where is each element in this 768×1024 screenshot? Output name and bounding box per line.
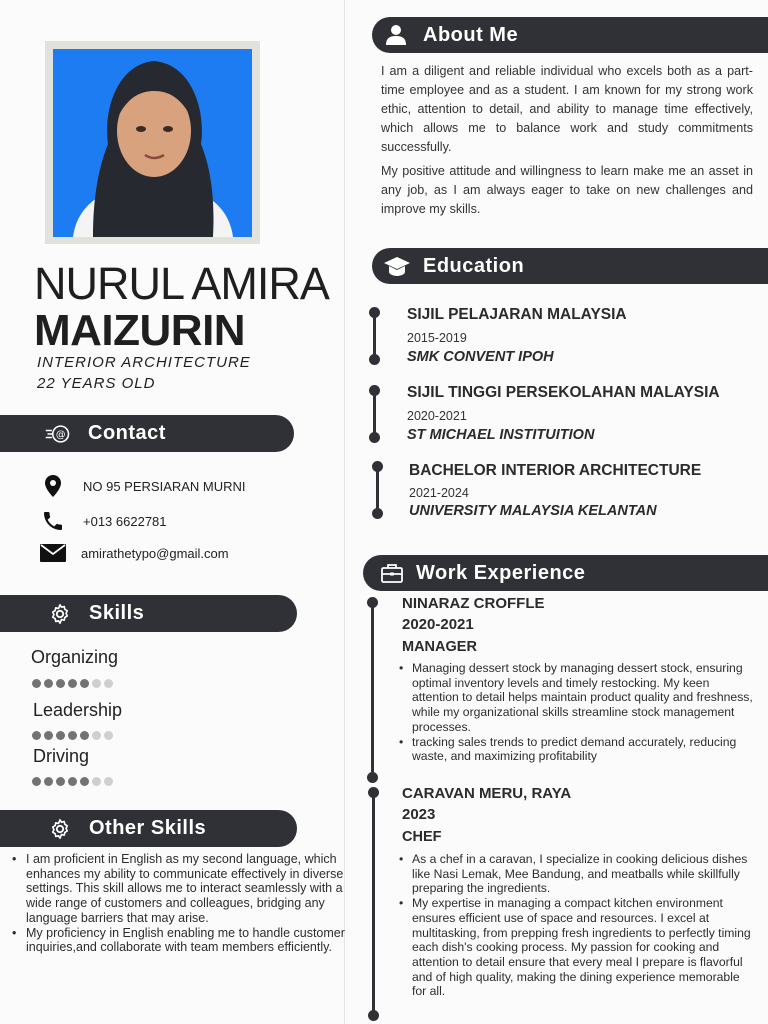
age-text: 22 YEARS OLD [37,375,156,392]
education-years: 2021-2024 [409,486,469,500]
other-skills-list [8,852,358,955]
contact-email-row [38,540,229,566]
timeline-dot [369,432,380,443]
job-company: CARAVAN MERU, RAYA [402,785,572,802]
rating-dot-filled [44,777,53,786]
rating-dot-filled [56,777,65,786]
timeline-line [372,792,375,1016]
skill-rating-dots [32,731,113,740]
education-title: SIJIL TINGGI PERSEKOLAHAN MALAYSIA [407,384,720,401]
timeline-line [373,391,376,437]
timeline-dot [369,354,380,365]
name-last-line: MAIZURIN [34,306,246,355]
contact-icon [44,420,72,448]
timeline-dot [369,385,380,396]
phone-text: +013 6622781 [83,513,167,529]
contact-heading: Contact [88,422,166,444]
skill-name: Organizing [31,647,119,667]
skill-name: Driving [33,746,90,766]
other-skills-heading: Other Skills [89,817,207,839]
other-skills-header [0,810,297,847]
list-item: • My expertise in managing a compact kitchen environment ensures efficient use of space and resources. I excel at multitasking, from prepping fresh ingredients to perfectly timing each dish's cooking process. My passion for cooking and attention to detail ensure that every meal I prepare is flavorful and of high quality, making the dining experience memorable for all. [396,896,756,999]
briefcase-icon [377,558,407,588]
rating-dot-filled [44,679,53,688]
skill-name: Leadership [33,700,123,720]
timeline-line [376,467,379,513]
email-text: amirathetypo@gmail.com [81,545,229,561]
rating-dot-filled [80,777,89,786]
address-text: NO 95 PERSIARAN MURNI [83,478,246,494]
education-title: SIJIL PELAJARAN MALAYSIA [407,306,627,323]
education-title: BACHELOR INTERIOR ARCHITECTURE [409,462,702,479]
skill-rating-dots [32,777,113,786]
field-of-study: INTERIOR ARCHITECTURE [37,354,251,371]
graduation-cap-icon [382,251,412,281]
education-school: SMK CONVENT IPOH [407,349,554,365]
timeline-dot [372,508,383,519]
job-years: 2023 [402,806,436,823]
timeline-dot [368,787,379,798]
gear-icon [46,600,74,628]
work-heading: Work Experience [416,561,586,584]
user-icon [381,20,411,50]
job-responsibilities [396,852,756,999]
rating-dot-filled [56,731,65,740]
timeline-line [371,600,374,780]
skill-rating-dots [32,679,113,688]
profile-photo-frame [45,41,260,244]
svg-text:@: @ [55,429,66,440]
job-responsibilities [396,661,756,764]
list-item: • tracking sales trends to predict demand accurately, reducing waste, and maximizing profitability [396,735,756,764]
skills-heading: Skills [89,602,145,624]
name-first-line: NURUL AMIRA [34,258,329,309]
education-school: UNIVERSITY MALAYSIA KELANTAN [409,503,657,519]
education-header [372,248,768,284]
rating-dot-filled [68,777,77,786]
education-school: ST MICHAEL INSTITUITION [407,427,595,443]
timeline-dot [372,461,383,472]
list-item: • As a chef in a caravan, I specialize in cooking delicious dishes like Nasi Lemak, Mee Bandung, and meatballs while skillfully preparing the ingredients. [396,852,756,896]
timeline-line [373,313,376,359]
about-heading: About Me [423,23,519,46]
rating-dot-filled [32,731,41,740]
timeline-dot [367,772,378,783]
rating-dot-filled [80,679,89,688]
list-item: • I am proficient in English as my second language, which enhances my ability to communicate effectively in diverse settings. This skill allows me to interact seamlessly with a wide range of customers and colleagues, bridging any language barriers that may arise. [8,852,358,926]
about-paragraph: I am a diligent and reliable individual who excels both as a part-time employee and as a student. I am known for my strong work ethic, attention to detail, and ability to manage time effectively, which allows me to balance work and study commitments successfully. [381,64,753,154]
rating-dot-filled [80,731,89,740]
rating-dot-filled [32,679,41,688]
phone-icon [38,509,68,533]
education-heading: Education [423,254,525,277]
list-item: • Managing dessert stock by managing dessert stock, ensuring optimal inventory levels and timely restocking. My keen attention to detail helps maintain product quality and freshness, while my organizational skills streamline stock management processes. [396,661,756,735]
rating-dot-empty [92,731,101,740]
work-header [363,555,768,591]
rating-dot-empty [104,777,113,786]
education-years: 2015-2019 [407,331,467,345]
rating-dot-filled [44,731,53,740]
rating-dot-empty [104,731,113,740]
rating-dot-filled [68,679,77,688]
contact-header [0,415,294,452]
job-years: 2020-2021 [402,616,474,633]
gear-icon [46,815,74,843]
rating-dot-filled [32,777,41,786]
location-pin-icon [38,475,68,497]
timeline-dot [367,597,378,608]
about-paragraph: My positive attitude and willingness to learn make me an asset in any job, as I am always eager to take on new challenges and improve my skills. [381,164,753,216]
contact-address-row [38,473,246,499]
job-role: CHEF [402,829,442,845]
rating-dot-empty [92,679,101,688]
list-item: • My proficiency in English enabling me to handle customer inquiries,and collaborate with team members efficiently. [8,926,358,955]
job-role: MANAGER [402,639,477,655]
rating-dot-filled [56,679,65,688]
timeline-dot [369,307,380,318]
email-icon [38,544,68,562]
about-header [372,17,768,53]
rating-dot-filled [68,731,77,740]
skills-header [0,595,297,632]
contact-phone-row [38,508,167,534]
profile-photo [53,49,252,237]
rating-dot-empty [104,679,113,688]
rating-dot-empty [92,777,101,786]
job-company: NINARAZ CROFFLE [402,595,545,612]
timeline-dot [368,1010,379,1021]
education-years: 2020-2021 [407,409,467,423]
